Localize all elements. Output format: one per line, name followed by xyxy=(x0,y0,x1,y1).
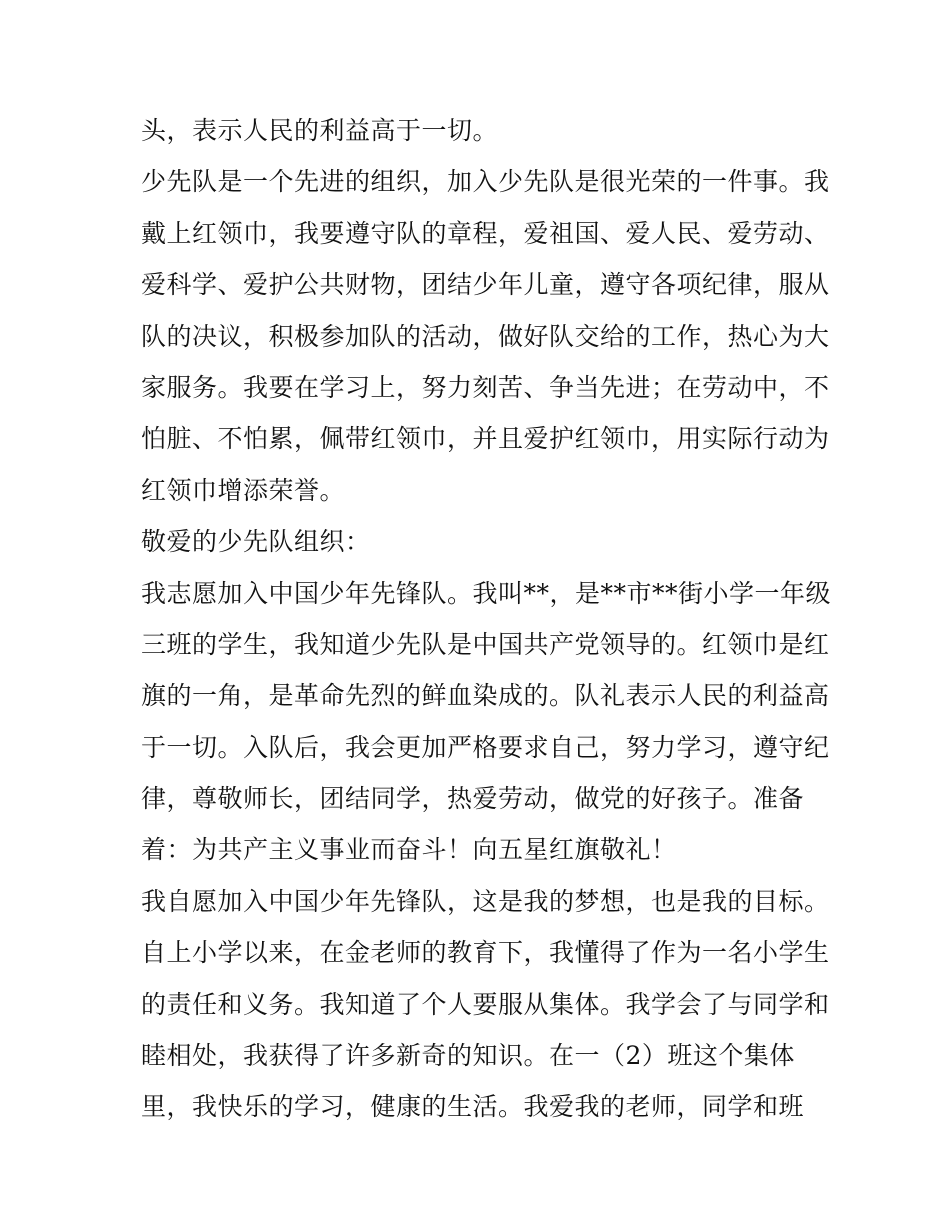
text-line: 着：为共产主义事业而奋斗！向五星红旗敬礼！ xyxy=(141,835,677,865)
text-line: 的责任和义务。我知道了个人要服从集体。我学会了与同学和 xyxy=(141,989,830,1019)
salutation-line: 敬爱的少先队组织： xyxy=(141,527,371,557)
text-line: 睦相处，我获得了许多新奇的知识。在一（2）班这个集体 xyxy=(141,1041,795,1071)
document-body xyxy=(141,108,832,1136)
text-line: 怕脏、不怕累，佩带红领巾，并且爱护红领巾，用实际行动为 xyxy=(141,424,830,454)
text-line: 三班的学生，我知道少先队是中国共产党领导的。红领巾是红 xyxy=(141,629,830,659)
text-line: 戴上红领巾，我要遵守队的章程，爱祖国、爱人民、爱劳动、 xyxy=(141,218,830,248)
text-line: 家服务。我要在学习上，努力刻苦、争当先进；在劳动中，不 xyxy=(141,372,830,402)
text-line: 我自愿加入中国少年先锋队，这是我的梦想，也是我的目标。 xyxy=(141,886,830,916)
text-line: 于一切。入队后，我会更加严格要求自己，努力学习，遵守纪 xyxy=(141,732,830,762)
text-line: 少先队是一个先进的组织，加入少先队是很光荣的一件事。我 xyxy=(141,167,830,197)
text-line: 我志愿加入中国少年先锋队。我叫**，是**市**街小学一年级 xyxy=(141,578,832,608)
text-line: 红领巾增添荣誉。 xyxy=(141,475,346,505)
text-line: 律，尊敬师长，团结同学，热爱劳动，做党的好孩子。准备 xyxy=(141,784,805,814)
text-line: 爱科学、爱护公共财物，团结少年儿童，遵守各项纪律，服从 xyxy=(141,270,830,300)
text-line: 头，表示人民的利益高于一切。 xyxy=(141,116,499,145)
text-line: 里，我快乐的学习，健康的生活。我爱我的老师，同学和班 xyxy=(141,1092,805,1122)
text-line: 旗的一角，是革命先烈的鲜血染成的。队礼表示人民的利益高 xyxy=(141,681,830,711)
text-line: 队的决议，积极参加队的活动，做好队交给的工作，热心为大 xyxy=(141,321,830,351)
text-line: 自上小学以来，在金老师的教育下，我懂得了作为一名小学生 xyxy=(141,938,830,968)
